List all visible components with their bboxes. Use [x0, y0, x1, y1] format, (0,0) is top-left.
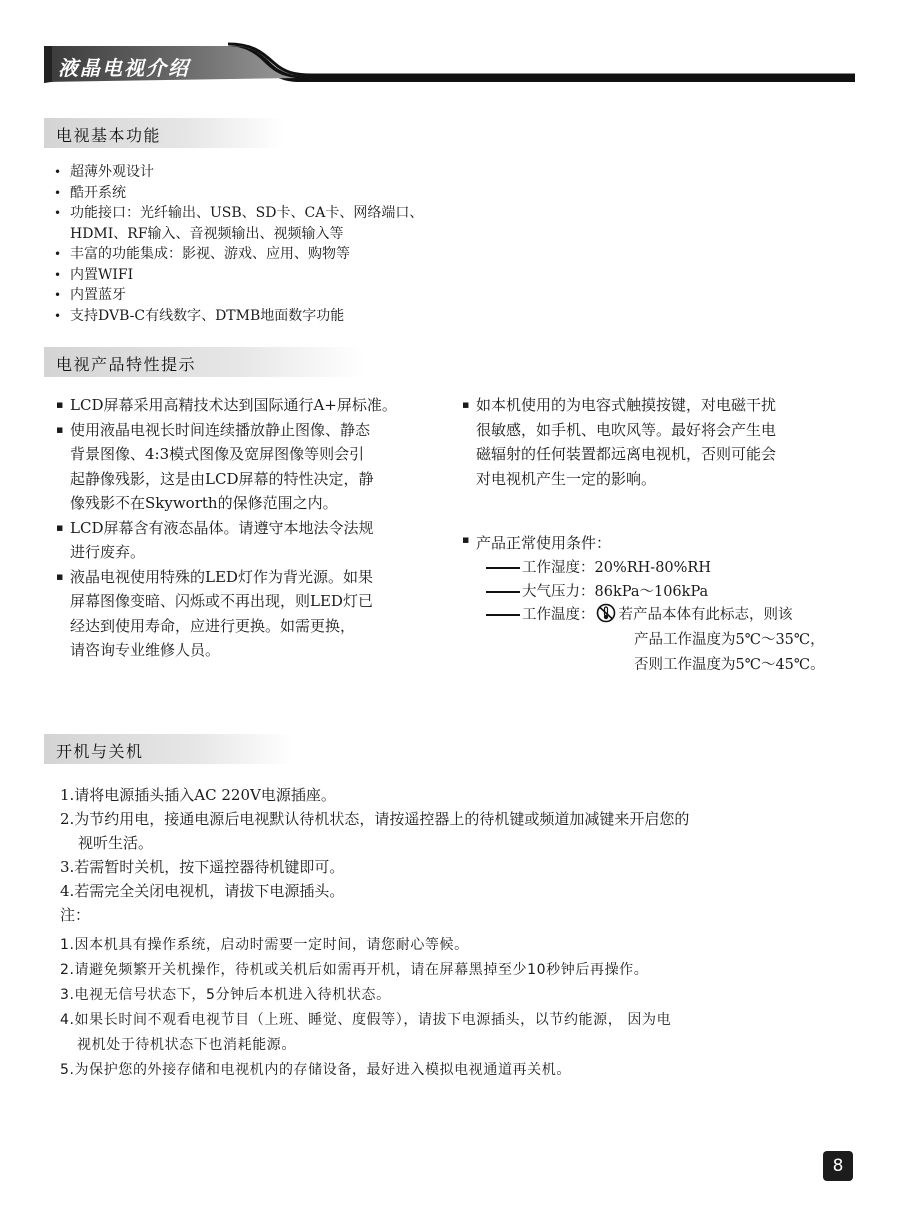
- note-text: 1.因本机具有操作系统，启动时需要一定时间，请您耐心等候。: [60, 937, 469, 953]
- section-title: 电视产品特性提示: [56, 355, 197, 374]
- condition-humidity: 工作湿度：20%RH-80%RH: [486, 556, 711, 577]
- step-text: 2.为节约用电，接通电源后电视默认待机状态，请按遥控器上的待机键或频道加减键来开启您的: [60, 810, 690, 828]
- step-text: 3.若需暂时关机，按下遥控器待机键即可。: [60, 858, 345, 876]
- step-text: 1.请将电源插头插入AC 220V电源插座。: [60, 786, 336, 804]
- conditions-title: ▪ 产品正常使用条件：: [462, 533, 612, 552]
- section-heading-tips: [44, 347, 364, 377]
- tip-item: ▪ LCD屏幕采用高精技术达到国际通行A+屏标准。: [52, 393, 437, 418]
- power-steps: [60, 783, 850, 927]
- tip-item: ▪ 液晶电视使用特殊的LED灯作为背光源。如果 屏幕图像变暗、闪烁或不再出现，则LED灯已 经达到使用寿命，应进行更换。如需更换， 请咨询专业维修人员。: [52, 565, 437, 663]
- bullet-icon: •: [54, 267, 62, 282]
- page-header: [0, 40, 898, 90]
- list-item: • 超薄外观设计: [52, 162, 512, 183]
- list-item-continuation: HDMI、RF输入、音视频输出、视频输入等: [70, 225, 344, 242]
- tip-item: ▪ 如本机使用的为电容式触摸按键，对电磁干扰 很敏感，如手机、电吹风等。最好将会产生电 磁辐射的任何装置都远离电视机，否则可能会 对电视机产生一定的影响。: [458, 393, 858, 491]
- power-notes: [60, 913, 850, 1083]
- list-item: • 丰富的功能集成：影视、游戏、应用、购物等: [52, 244, 512, 265]
- dash-line: [486, 591, 520, 593]
- basic-features-list: [52, 162, 512, 326]
- bullet-icon: ▪: [462, 398, 470, 411]
- tip-item: ▪ 使用液晶电视长时间连续播放静止图像、静态 背景图像、4:3模式图像及宽屏图像等则会引 起静像残影，这是由LCD屏幕的特性决定，静 像残影不在Skyworth的保修范围之内。: [52, 418, 437, 516]
- header-title: 液晶电视介绍: [58, 56, 190, 80]
- tips-left-column: [52, 393, 437, 663]
- note-text: 3.电视无信号状态下，5分钟后本机进入待机状态。: [60, 987, 391, 1003]
- note-text: 视机处于待机状态下也消耗能源。: [77, 1037, 296, 1053]
- bullet-icon: •: [54, 206, 62, 220]
- note-text: 2.请避免频繁开关机操作，待机或关机后如需再开机，请在屏幕黑掉至少10秒钟后再操作。: [60, 962, 649, 978]
- bullet-icon: ▪: [56, 422, 64, 436]
- section-heading-power: [44, 734, 294, 764]
- bullet-icon: ▪: [56, 520, 64, 534]
- section-title: 开机与关机: [56, 742, 144, 761]
- tip-item: ▪ LCD屏幕含有液态晶体。请遵守本地法令法规 进行废弃。: [52, 516, 437, 565]
- page-number: 8: [823, 1151, 853, 1181]
- note-label: 注：: [60, 906, 91, 924]
- bullet-icon: •: [54, 165, 62, 179]
- list-item: • 酷开系统: [52, 183, 512, 204]
- list-item: • 内置蓝牙: [52, 285, 512, 306]
- bullet-icon: •: [54, 185, 62, 200]
- condition-temperature: 工作温度： 若产品本体有此标志，则该: [486, 603, 793, 627]
- dash-line: [486, 614, 520, 616]
- condition-temperature-line3: 否则工作温度为5℃～45℃。: [634, 657, 825, 673]
- bullet-icon: ▪: [56, 569, 64, 583]
- bullet-icon: ▪: [56, 398, 64, 411]
- bullet-icon: •: [54, 288, 62, 302]
- condition-temperature-line2: 产品工作温度为5℃～35℃，: [634, 632, 825, 648]
- list-item: • 内置WIFI: [52, 265, 512, 286]
- section-title: 电视基本功能: [56, 126, 162, 145]
- list-item: • 功能接口：光纤输出、USB、SD卡、CA卡、网络端口、: [52, 203, 512, 224]
- list-item: • 支持DVB-C有线数字、DTMB地面数字功能: [52, 306, 512, 327]
- bullet-icon: •: [54, 247, 62, 261]
- condition-pressure: 大气压力：86kPa～106kPa: [486, 580, 708, 601]
- thermometer-crossed-icon: [595, 603, 617, 627]
- bullet-icon: •: [54, 308, 62, 323]
- step-text: 视听生活。: [78, 834, 154, 852]
- step-text: 4.若需完全关闭电视机，请拔下电源插头。: [60, 882, 345, 900]
- section-heading-basic: [44, 118, 284, 148]
- bullet-icon: ▪: [462, 533, 470, 546]
- note-text: 4.如果长时间不观看电视节目（上班、睡觉、度假等），请拔下电源插头，以节约能源， 因为电: [60, 1012, 672, 1028]
- tips-right-column: [458, 393, 858, 491]
- dash-line: [486, 567, 520, 569]
- note-text: 5.为保护您的外接存储和电视机内的存储设备，最好进入模拟电视通道再关机。: [60, 1062, 571, 1078]
